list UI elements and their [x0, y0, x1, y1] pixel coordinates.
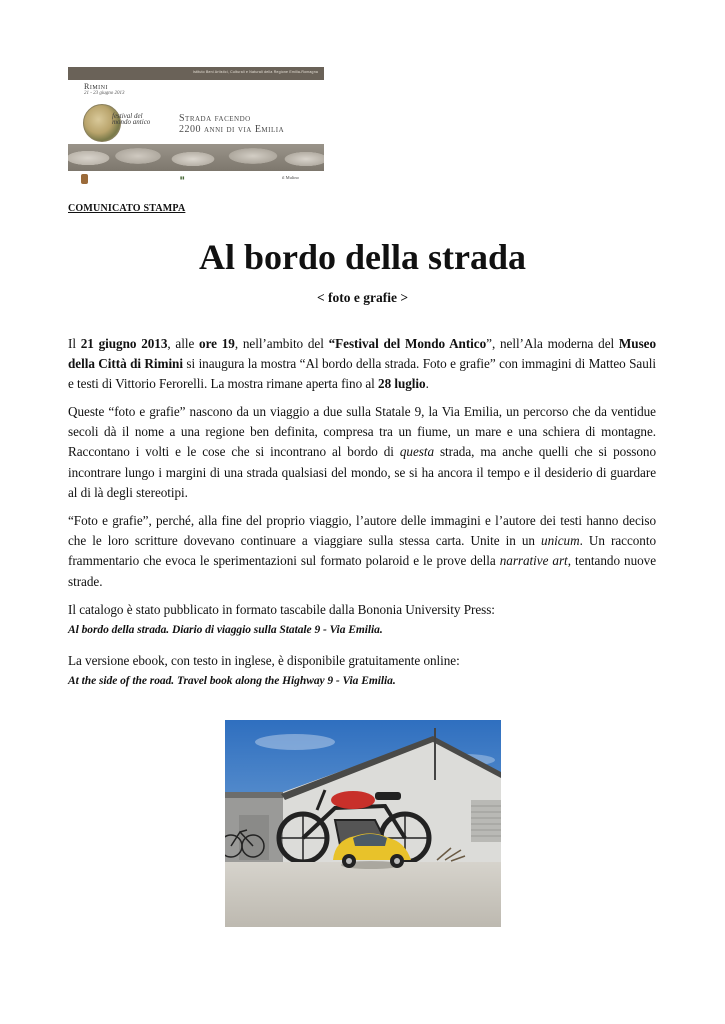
catalog-title: Al bordo della strada. Diario di viaggio sulla Statale 9 - Via Emilia [68, 624, 380, 637]
header-banner [68, 67, 324, 187]
paragraph-catalog: Il catalogo è stato pubblicato in formato tascabile dalla Bononia University Press: Al bordo della strada. Diario di viaggio sulla Statale 9 - Via Emilia. [68, 602, 495, 637]
ibc-logo-icon: ▮▮ [180, 175, 185, 180]
exhibition-photo [225, 720, 501, 927]
banner-title-line2: 2200 anni di via Emilia [179, 124, 285, 135]
banner-top-bar [68, 67, 324, 80]
paragraph-ebook: La versione ebook, con testo in inglese, è disponibile gratuitamente online: At the side of the road. Travel book along the Highway 9 - Via Emilia. [68, 653, 460, 688]
banner-topline: Istituto Beni Artistici, Culturali e Naturali della Regione Emilia-Romagna [192, 70, 318, 74]
banner-stone-strip [68, 144, 324, 171]
page-subtitle: < foto e grafie > [316, 290, 409, 305]
press-release-label: COMUNICATO STAMPA [68, 203, 186, 214]
banner-city: Rimini [84, 82, 108, 91]
paragraph-foto-grafie: “Foto e grafie”, perché, alla fine del proprio viaggio, l’autore delle immagini e l’autore dei testi hanno deciso che le loro scritture dovevano continuare a viaggiare sulla stessa carta. Unite in un unicum. Un racconto frammentario che evoca le sperimentazioni sul formato polaroid e le prove della narrative art, tentando nuove strade. [68, 513, 657, 589]
page-title: Al bordo della strada [198, 237, 527, 277]
banner-dates: 21 - 23 giugno 2013 [84, 91, 125, 96]
coat-of-arms-icon [81, 174, 88, 184]
paragraph-journey: Queste “foto e grafie” nascono da un viaggio a due sulla Statale 9, la Via Emilia, un percorso che da ventidue secoli dà il nome a una regione ben definita, compresa tra un fiume, un mare e una schiera di montagne. Raccontano i volti e le cose che si incontrano al bordo di questa strada, ma anche quelli che si possono incontrare lungo i margini di una strada qualsiasi del mondo, se si ha ancora il tempo e il desiderio di guardare al di là degli stereotipi. [68, 404, 656, 500]
banner-title-line1: Strada facendo [179, 113, 251, 124]
ebook-title: At the side of the road. Travel book along the Highway 9 - Via Emilia [68, 675, 393, 688]
paragraph-intro: Il 21 giugno 2013, alle ore 19, nell’ambito del “Festival del Mondo Antico”, nell’Ala moderna del Museo della Città di Rimini si inaugura la mostra “Al bordo della strada. Foto e grafie” con immagini di Matteo Sauli e testi di Vittorio Ferorelli. La mostra rimane aperta fino al 28 luglio. [68, 336, 657, 392]
banner-festival-name: festival del mondo antico [112, 112, 151, 126]
sponsor-label: il Mulino [282, 175, 299, 180]
